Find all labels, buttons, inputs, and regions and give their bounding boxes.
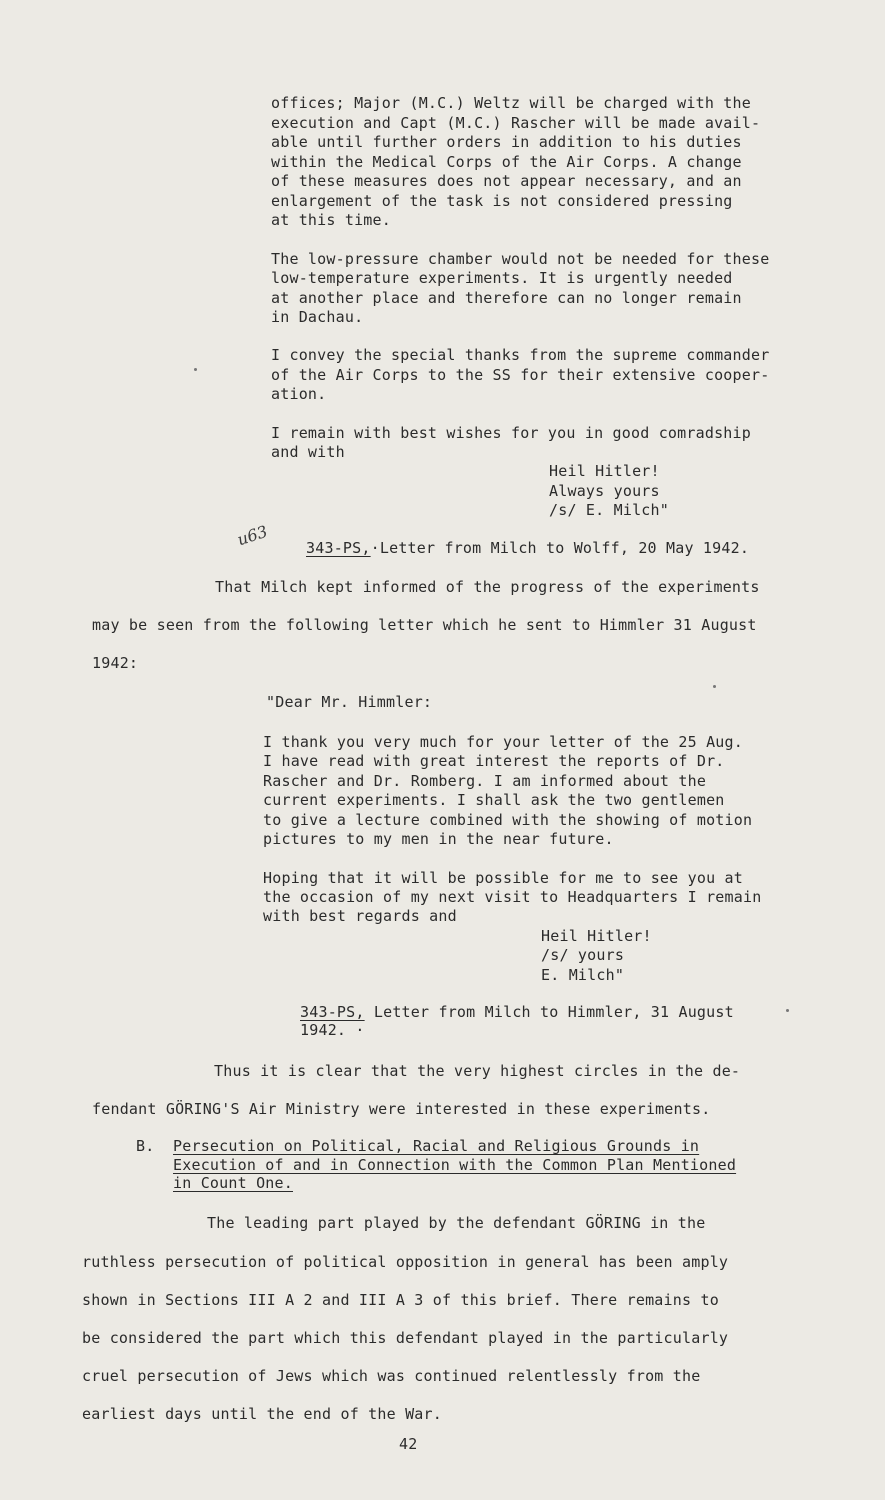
section-letter: B. bbox=[136, 1137, 155, 1155]
letter-two-line: Hoping that it will be possible for me to see you at bbox=[263, 869, 743, 887]
citation-text: Letter from Milch to Himmler, 31 August bbox=[364, 1003, 734, 1021]
letter-one-line: at this time. bbox=[271, 211, 391, 229]
citation-ref: 343-PS, bbox=[306, 539, 371, 557]
letter-one-line: enlargement of the task is not considered pressing bbox=[271, 192, 733, 210]
citation-two bbox=[300, 1003, 734, 1022]
letter-one-line: ation. bbox=[271, 385, 327, 403]
letter-one-line: and with bbox=[271, 443, 345, 461]
page-number: 42 bbox=[399, 1435, 418, 1453]
narrative-line: ruthless persecution of political opposition in general has been amply bbox=[82, 1253, 729, 1271]
narrative-line: That Milch kept informed of the progress of the experiments bbox=[215, 578, 760, 596]
narrative-line: 1942: bbox=[92, 654, 139, 672]
letter-two-closing: /s/ yours bbox=[541, 946, 625, 964]
narrative-line: may be seen from the following letter which he sent to Himmler 31 August bbox=[92, 616, 757, 634]
narrative-line: The leading part played by the defendant GÖRING in the bbox=[207, 1214, 706, 1232]
letter-one-line: within the Medical Corps of the Air Corps. A change bbox=[271, 153, 742, 171]
letter-two-line: with best regards and bbox=[263, 907, 457, 925]
letter-two-line: to give a lecture combined with the showing of motion bbox=[263, 811, 753, 829]
letter-one-line: at another place and therefore can no longer remain bbox=[271, 289, 742, 307]
letter-one-line: able until further orders in addition to his duties bbox=[271, 133, 742, 151]
letter-one-closing: Always yours bbox=[549, 482, 660, 500]
narrative-line: Thus it is clear that the very highest circles in the de- bbox=[214, 1062, 741, 1080]
letter-one-line: I remain with best wishes for you in good comradship bbox=[271, 424, 751, 442]
scan-speck bbox=[786, 1009, 789, 1012]
letter-two-closing: E. Milch" bbox=[541, 966, 625, 984]
letter-two-line: pictures to my men in the near future. bbox=[263, 830, 614, 848]
narrative-line: fendant GÖRING'S Air Ministry were interested in these experiments. bbox=[92, 1100, 711, 1118]
narrative-line: shown in Sections III A 2 and III A 3 of this brief. There remains to bbox=[82, 1291, 719, 1309]
scan-speck bbox=[713, 685, 716, 688]
citation-one bbox=[306, 539, 749, 558]
letter-two-closing: Heil Hitler! bbox=[541, 927, 652, 945]
letter-one-line: of the Air Corps to the SS for their extensive cooper- bbox=[271, 366, 770, 384]
section-heading-line: Persecution on Political, Racial and Religious Grounds in bbox=[173, 1137, 700, 1155]
section-heading-line: Execution of and in Connection with the Common Plan Mentioned bbox=[173, 1156, 737, 1174]
citation-ref: 343-PS, bbox=[300, 1003, 365, 1021]
letter-one-line: in Dachau. bbox=[271, 308, 364, 326]
letter-one-line: offices; Major (M.C.) Weltz will be charged with the bbox=[271, 94, 751, 112]
narrative-line: earliest days until the end of the War. bbox=[82, 1405, 442, 1423]
scan-speck bbox=[194, 368, 197, 371]
handwritten-note: u63 bbox=[234, 521, 270, 550]
letter-two-line: I have read with great interest the reports of Dr. bbox=[263, 752, 725, 770]
letter-two-salutation: "Dear Mr. Himmler: bbox=[266, 693, 433, 711]
letter-one-line: of these measures does not appear necessary, and an bbox=[271, 172, 742, 190]
letter-one-line: execution and Capt (M.C.) Rascher will be made avail- bbox=[271, 114, 761, 132]
section-heading-line: in Count One. bbox=[173, 1174, 293, 1192]
citation-two-line2: 1942. · bbox=[300, 1021, 365, 1039]
letter-two-line: current experiments. I shall ask the two gentlemen bbox=[263, 791, 725, 809]
letter-one-line: low-temperature experiments. It is urgently needed bbox=[271, 269, 733, 287]
narrative-line: be considered the part which this defendant played in the particularly bbox=[82, 1329, 729, 1347]
letter-two-line: the occasion of my next visit to Headquarters I remain bbox=[263, 888, 762, 906]
letter-two-line: I thank you very much for your letter of the 25 Aug. bbox=[263, 733, 743, 751]
letter-one-line: The low-pressure chamber would not be needed for these bbox=[271, 250, 770, 268]
letter-one-closing: /s/ E. Milch" bbox=[549, 501, 669, 519]
narrative-line: cruel persecution of Jews which was continued relentlessly from the bbox=[82, 1367, 701, 1385]
citation-text: ·Letter from Milch to Wolff, 20 May 1942. bbox=[370, 539, 750, 557]
letter-one-closing: Heil Hitler! bbox=[549, 462, 660, 480]
letter-one-line: I convey the special thanks from the supreme commander bbox=[271, 346, 770, 364]
letter-two-line: Rascher and Dr. Romberg. I am informed about the bbox=[263, 772, 707, 790]
